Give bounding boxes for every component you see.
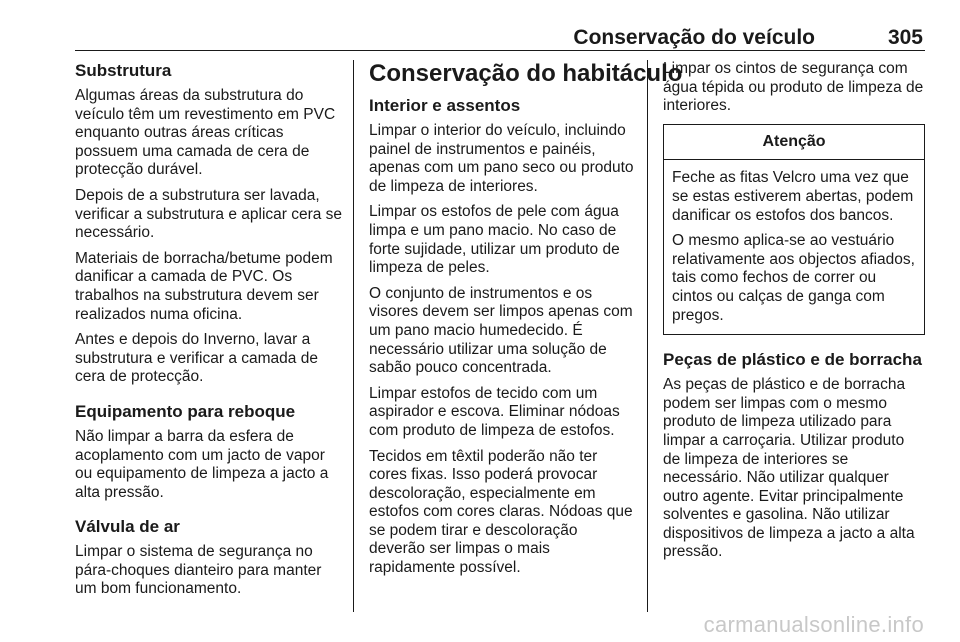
section-heading-plastico: Peças de plástico e de borracha: [663, 350, 922, 370]
paragraph: Tecidos em têxtil poderão não ter cores fixas. Isso poderá provocar descoloração, especialmente em estofos com cores claras. Nódoas que se podem tirar e descoloração deverão ser limpas o mais rapidamente possível.: [369, 447, 633, 577]
column-left: [75, 60, 345, 612]
page-number: 305: [887, 26, 923, 49]
paragraph: O mesmo aplica-se ao vestuário relativamente aos objectos afiados, tais como fechos de correr ou cintos ou calças de ganga com pregos.: [672, 232, 915, 324]
section-heading-substrutura: Substrutura: [75, 61, 172, 80]
paragraph: Antes e depois do Inverno, lavar a substrutura e verificar a camada de cera de protecção.: [75, 331, 318, 386]
section-heading-valvula: Válvula de ar: [75, 517, 180, 537]
paragraph: As peças de plástico e de borracha podem ser limpas com o mesmo produto de limpeza utilizado para limpar a carroçaria. Utilizar produto de limpeza de interiores se necessário. Não utilizar qualquer outro agente. Evitar principalmente solventes e gasolina. Não utilizar dispositivos de limpeza a jacto a alta pressão.: [663, 376, 915, 561]
paragraph: Algumas áreas da substrutura do veículo têm um revestimento em PVC enquanto outras áreas críticas possuem uma camada de cera de protecção durável.: [75, 87, 336, 179]
paragraph: Não limpar a barra da esfera de acoplamento com um jacto de vapor ou equipamento de limpeza a jacto a alta pressão.: [75, 427, 329, 501]
paragraph: Materiais de borracha/betume podem danificar a camada de PVC. Os trabalhos na substrutura devem ser realizados numa oficina.: [75, 249, 333, 323]
paragraph: Limpar os estofos de pele com água limpa e um pano macio. No caso de forte sujidade, utilizar um produto de limpeza de peles.: [369, 203, 620, 277]
paragraph: Limpar os cintos de segurança com água tépida ou produto de limpeza de interiores.: [663, 60, 924, 115]
subsection-heading: Interior e assentos: [369, 96, 521, 115]
warning-title: Atenção: [664, 125, 924, 161]
watermark: carmanualsonline.info: [703, 612, 924, 637]
column-divider: [647, 60, 648, 612]
warning-body: [664, 160, 924, 334]
column-right: [663, 60, 925, 612]
paragraph: Limpar estofos de tecido com um aspirador e escova. Eliminar nódoas com produto de limpeza de estofos.: [369, 384, 620, 439]
section-heading-reboque: Equipamento para reboque: [75, 401, 296, 421]
warning-box: [663, 124, 925, 335]
paragraph: O conjunto de instrumentos e os visores devem ser limpos apenas com um pano macio humedecido. É necessário utilizar uma solução de sabão pouco concentrada.: [369, 284, 633, 377]
column-middle: [369, 60, 683, 612]
paragraph: Limpar o sistema de segurança no pára-choques dianteiro para manter um bom funcionamento.: [75, 543, 322, 598]
chapter-title: Conservação do veículo: [573, 26, 815, 49]
page-header: [75, 0, 925, 51]
paragraph: Limpar o interior do veículo, incluindo painel de instrumentos e painéis, apenas com um pano seco ou produto de limpeza de interiores.: [369, 122, 634, 195]
paragraph: Feche as fitas Velcro uma vez que se estas estiverem abertas, podem danificar os estofos dos bancos.: [672, 169, 914, 224]
main-section-heading: Conservação do habitáculo: [369, 60, 683, 87]
paragraph: Depois de a substrutura ser lavada, verificar a substrutura e aplicar cera se necessário.: [75, 186, 343, 242]
column-divider: [353, 60, 354, 612]
